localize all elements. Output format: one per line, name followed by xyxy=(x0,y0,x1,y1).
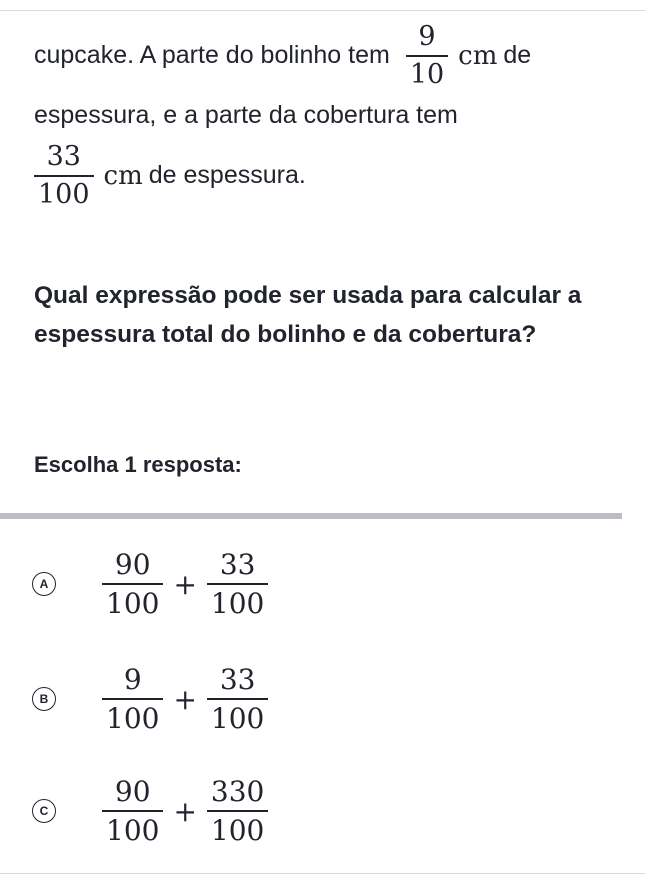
plus-operator: + xyxy=(173,682,197,716)
fraction-numerator: 9 xyxy=(123,662,142,696)
fraction-denominator: 100 xyxy=(102,583,163,618)
choice-a[interactable] xyxy=(32,534,622,634)
fraction-denominator: 100 xyxy=(34,175,94,209)
fraction-denominator: 100 xyxy=(102,810,163,845)
choices-divider xyxy=(0,513,622,519)
choice-expression xyxy=(102,662,268,735)
frosting-thickness-fraction xyxy=(34,140,94,210)
choice-c[interactable] xyxy=(32,761,622,861)
fraction-denominator: 100 xyxy=(207,810,268,845)
answer-instruction: Escolha 1 resposta: xyxy=(34,452,242,477)
left-fraction xyxy=(102,774,163,847)
fraction-numerator: 9 xyxy=(418,20,436,52)
fraction-numerator: 90 xyxy=(114,774,151,808)
passage-text: de xyxy=(503,41,532,70)
fraction-denominator: 100 xyxy=(207,698,268,733)
passage-line xyxy=(34,22,634,90)
fraction-numerator: 330 xyxy=(210,774,265,808)
top-divider xyxy=(0,10,645,11)
fraction-denominator: 100 xyxy=(207,583,268,618)
choice-radio-c[interactable]: C xyxy=(32,799,56,823)
passage-line xyxy=(34,138,634,214)
plus-operator: + xyxy=(173,794,197,828)
passage-text: cupcake. A parte do bolinho tem xyxy=(34,41,390,70)
passage xyxy=(34,22,634,214)
plus-operator: + xyxy=(173,567,197,601)
unit-label: cm xyxy=(458,40,498,71)
choice-expression xyxy=(102,547,268,620)
right-fraction xyxy=(207,774,268,847)
bottom-divider xyxy=(0,873,645,874)
passage-line xyxy=(34,98,634,134)
fraction-numerator: 33 xyxy=(219,662,256,696)
right-fraction xyxy=(207,662,268,735)
choice-radio-a[interactable]: A xyxy=(32,572,56,596)
unit-label: cm xyxy=(103,160,143,191)
left-fraction xyxy=(102,662,163,735)
question-prompt: Qual expressão pode ser usada para calcular a espessura total do bolinho e da cobertura? xyxy=(34,282,582,348)
fraction-denominator: 10 xyxy=(406,55,448,89)
choice-b[interactable] xyxy=(32,649,622,749)
passage-text: espessura, e a parte da cobertura tem xyxy=(34,101,458,130)
fraction-numerator: 33 xyxy=(219,547,256,581)
passage-text: de espessura. xyxy=(148,161,306,190)
choice-radio-b[interactable]: B xyxy=(32,687,56,711)
fraction-denominator: 100 xyxy=(102,698,163,733)
fraction-numerator: 33 xyxy=(46,140,81,172)
left-fraction xyxy=(102,547,163,620)
fraction-numerator: 90 xyxy=(114,547,151,581)
right-fraction xyxy=(207,547,268,620)
choice-expression xyxy=(102,774,268,847)
cake-thickness-fraction xyxy=(406,20,448,90)
